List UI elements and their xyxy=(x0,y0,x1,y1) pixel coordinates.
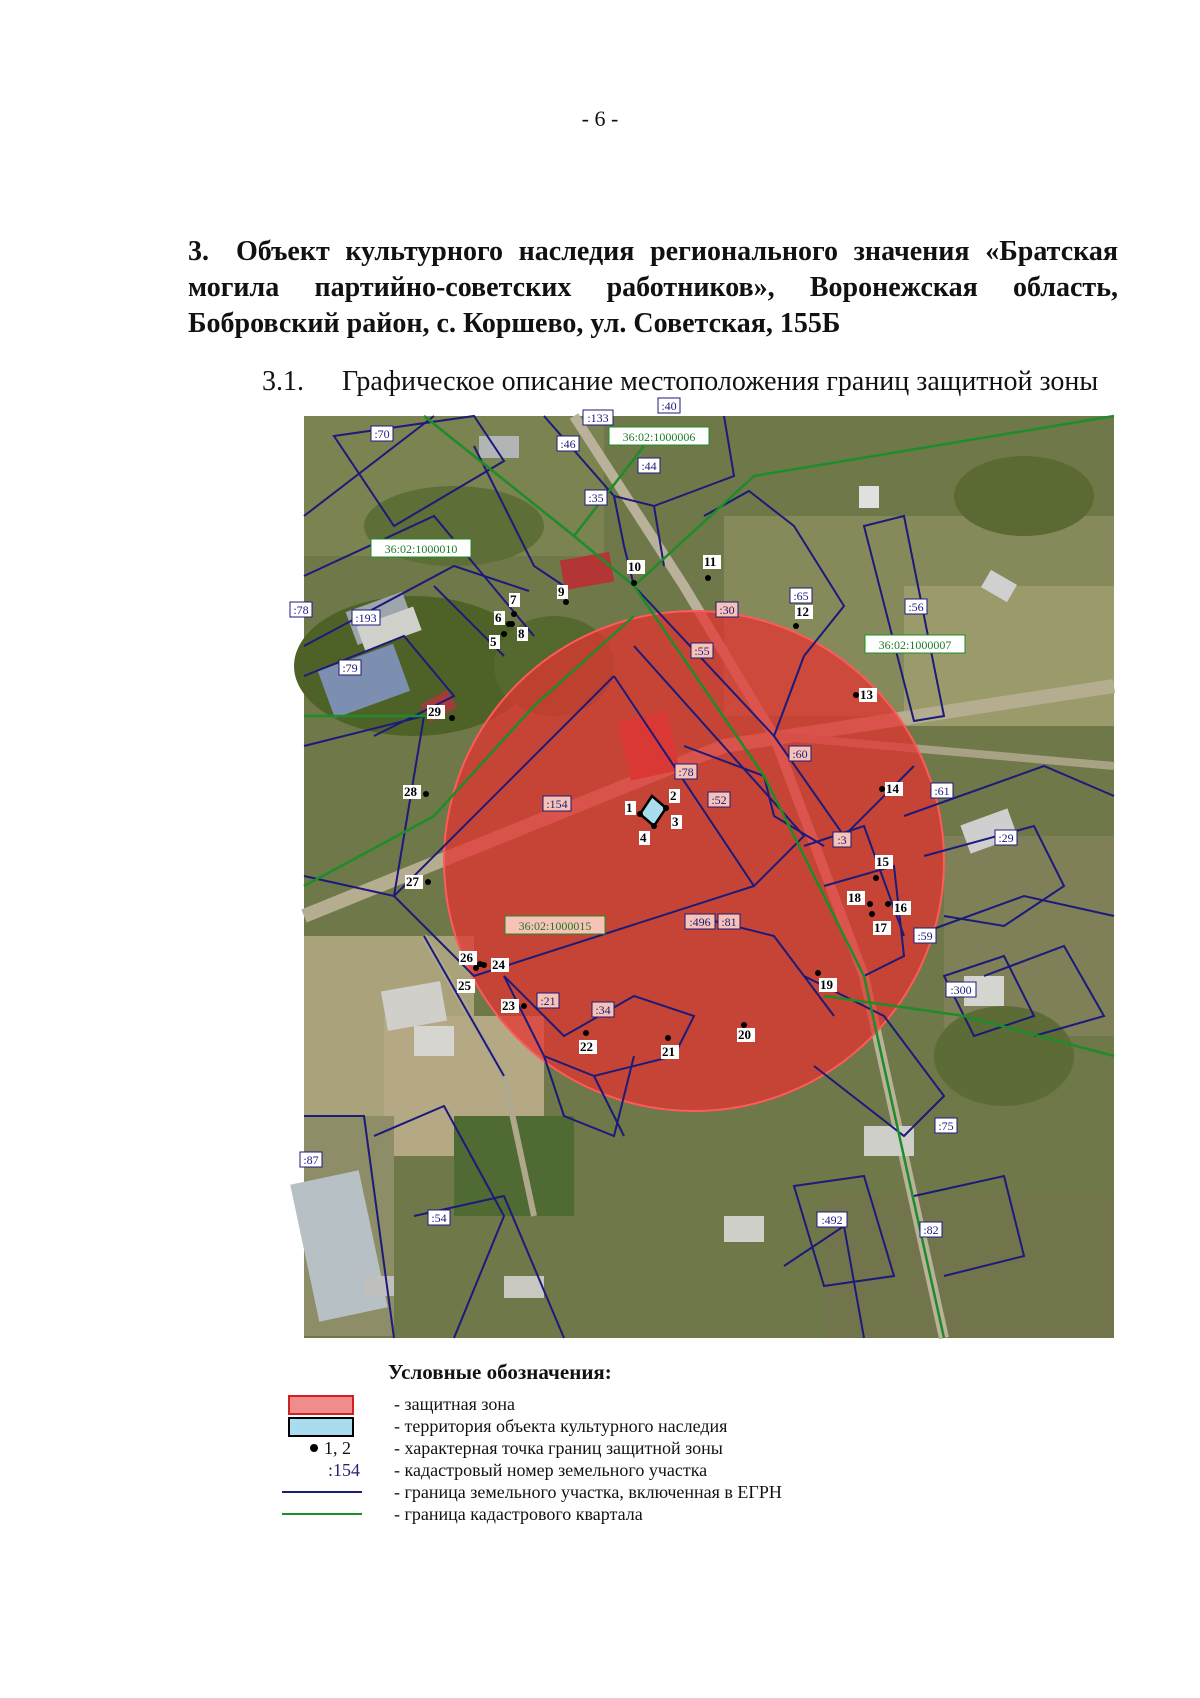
legend-item-quarter-line xyxy=(270,1502,970,1526)
boundary-point-label: 7 xyxy=(510,592,517,607)
boundary-point-label: 13 xyxy=(860,687,873,702)
boundary-point-dot xyxy=(477,961,483,967)
boundary-point-dot xyxy=(563,599,569,605)
parcel-label xyxy=(817,1212,847,1227)
boundary-point-dot xyxy=(885,901,891,907)
parcel-label-text: :70 xyxy=(374,427,390,441)
parcel-label xyxy=(339,660,361,675)
parcel-label-text: :29 xyxy=(998,831,1014,845)
parcel-label xyxy=(371,426,393,441)
boundary-point-label: 15 xyxy=(876,854,889,869)
parcel-label xyxy=(675,764,697,779)
subsection-title: Графическое описание местоположения границ защитной зоны xyxy=(342,366,1099,397)
parcel-label-text: :60 xyxy=(792,747,808,761)
boundary-point-dot xyxy=(511,611,517,617)
parcel-label xyxy=(543,796,571,811)
parcel-label xyxy=(789,746,811,761)
legend-title: Условные обозначения: xyxy=(388,1360,612,1384)
parcel-label xyxy=(946,982,976,997)
legend-symbol-cadnum xyxy=(270,1458,370,1482)
parcel-label xyxy=(920,1222,942,1237)
parcel-label-text: :44 xyxy=(641,459,657,473)
boundary-point-label: 21 xyxy=(662,1044,675,1059)
parcel-label-text: :78 xyxy=(293,603,309,617)
dot-icon xyxy=(310,1444,318,1452)
legend-item-zone xyxy=(270,1392,970,1416)
parcel-label xyxy=(352,610,380,625)
parcel-label-text: :496 xyxy=(689,915,711,929)
parcel-label xyxy=(914,928,936,943)
boundary-point-dot xyxy=(509,621,515,627)
parcel-label-text: :78 xyxy=(678,765,694,779)
quarter-label xyxy=(505,916,605,934)
parcel-label xyxy=(691,643,713,658)
parcel-label-text: :3 xyxy=(837,833,847,847)
boundary-point-label: 23 xyxy=(502,998,515,1013)
parcel-label-text: :87 xyxy=(303,1153,319,1167)
quarter-label xyxy=(609,427,709,445)
legend-symbol-zone xyxy=(270,1392,370,1416)
parcel-label xyxy=(935,1118,957,1133)
legend-label: - граница кадастрового квартала xyxy=(394,1504,643,1524)
legend-label: - защитная зона xyxy=(394,1394,515,1414)
boundary-point-dot xyxy=(423,791,429,797)
subsection-number: 3.1. xyxy=(262,366,304,397)
boundary-point-label: 27 xyxy=(406,874,419,889)
legend-label: - кадастровый номер земельного участка xyxy=(394,1460,708,1480)
legend-item-parcel-line xyxy=(270,1480,970,1504)
parcel-label-text: :61 xyxy=(934,784,950,798)
legend-symbol-quarter-line xyxy=(270,1502,370,1526)
parcel-label xyxy=(557,436,579,451)
boundary-point-label: 12 xyxy=(796,604,809,619)
parcel-label-text: :193 xyxy=(355,611,377,625)
boundary-point-label: 9 xyxy=(558,584,565,599)
boundary-point-dot xyxy=(425,879,431,885)
boundary-point-label: 25 xyxy=(458,978,471,993)
boundary-point-label: 11 xyxy=(704,554,717,569)
parcel-label xyxy=(638,458,660,473)
parcel-label xyxy=(905,599,927,614)
parcel-label xyxy=(290,602,312,617)
map-frame[interactable] xyxy=(293,399,1114,1338)
boundary-point-label: 5 xyxy=(490,634,497,649)
boundary-point-label: 24 xyxy=(492,957,505,972)
boundary-point-dot xyxy=(583,1030,589,1036)
boundary-point-dot xyxy=(449,715,455,721)
parcel-label-text: :21 xyxy=(540,994,556,1008)
parcel-label xyxy=(537,993,559,1008)
boundary-point-label: 22 xyxy=(580,1039,593,1054)
parcel-label-text: :79 xyxy=(342,661,358,675)
boundary-point-dot xyxy=(879,786,885,792)
parcel-label-text: :46 xyxy=(560,437,576,451)
boundary-point-label: 18 xyxy=(848,890,861,905)
legend-symbol-point xyxy=(270,1436,370,1460)
legend-symbol-parcel-line xyxy=(270,1480,370,1504)
legend-item-point xyxy=(270,1436,970,1460)
boundary-point-dot xyxy=(867,901,873,907)
parcel-label-text: :40 xyxy=(661,399,677,413)
boundary-point-label: 14 xyxy=(886,781,899,796)
parcel-label-text: :133 xyxy=(587,411,609,425)
parcel-label xyxy=(592,1002,614,1017)
boundary-point-dot xyxy=(815,970,821,976)
page-number: - 6 - xyxy=(581,106,619,131)
parcel-label-text: :54 xyxy=(431,1211,447,1225)
boundary-point-label: 20 xyxy=(738,1027,751,1042)
boundary-point-dot xyxy=(631,580,637,586)
parcel-label xyxy=(300,1152,322,1167)
boundary-point-label: 4 xyxy=(640,830,647,845)
parcel-label-text: :56 xyxy=(908,600,924,614)
legend-label: - граница земельного участка, включенная в ЕГРН xyxy=(394,1482,782,1502)
quarter-label-text: 36:02:1000007 xyxy=(878,638,952,652)
parcel-label-text: :59 xyxy=(917,929,933,943)
legend-label: - территория объекта культурного наследия xyxy=(394,1416,728,1436)
parcel-label xyxy=(833,832,851,847)
legend-label: - характерная точка границ защитной зоны xyxy=(394,1438,723,1458)
boundary-point-label: 16 xyxy=(894,900,907,915)
parcel-label xyxy=(585,490,607,505)
boundary-point-label: 3 xyxy=(672,814,679,829)
parcel-label xyxy=(716,602,738,617)
legend-symbol-heritage xyxy=(270,1414,370,1438)
parcel-label xyxy=(428,1210,450,1225)
quarter-label-text: 36:02:1000006 xyxy=(622,430,696,444)
parcel-label-text: :300 xyxy=(950,983,972,997)
parcel-label-text: :492 xyxy=(821,1213,843,1227)
boundary-point-label: 19 xyxy=(820,977,833,992)
section-heading xyxy=(188,234,1118,342)
parcel-label xyxy=(708,792,730,807)
parcel-label xyxy=(931,783,953,798)
boundary-point-label: 26 xyxy=(460,950,473,965)
boundary-point-dot xyxy=(501,631,507,637)
parcel-label-text: :55 xyxy=(694,644,710,658)
legend-symbol-text: 1, 2 xyxy=(324,1438,351,1458)
boundary-point-dot xyxy=(663,805,669,811)
boundary-point-dot xyxy=(873,875,879,881)
boundary-point-dot xyxy=(793,623,799,629)
boundary-point-label: 2 xyxy=(670,788,677,803)
legend-symbol-text: :154 xyxy=(327,1460,360,1480)
boundary-point-label: 10 xyxy=(628,559,641,574)
parcel-label-text: :34 xyxy=(595,1003,611,1017)
parcel-label xyxy=(583,410,613,425)
boundary-point-dot xyxy=(637,811,643,817)
boundary-point-dot xyxy=(853,692,859,698)
parcel-label-text: :154 xyxy=(546,797,568,811)
quarter-label-text: 36:02:1000015 xyxy=(518,919,592,933)
parcel-label-text: :81 xyxy=(721,915,737,929)
parcel-label xyxy=(685,914,715,929)
parcel-label-text: :82 xyxy=(923,1223,939,1237)
parcel-label-text: :35 xyxy=(588,491,604,505)
boundary-point-label: 28 xyxy=(404,784,417,799)
parcel-label-text: :52 xyxy=(711,793,727,807)
legend-item-heritage xyxy=(270,1414,970,1438)
quarter-label xyxy=(865,635,965,653)
section-title: Объект культурного наследия регионального значения «Братская могила партийно-советских работников», Воронежская область, Бобровский район, с. Коршево, ул. Советская, 155Б xyxy=(188,236,1118,339)
boundary-point-dot xyxy=(651,823,657,829)
subsection-heading xyxy=(262,366,1098,398)
parcel-label-text: :65 xyxy=(793,589,809,603)
parcel-label-text: :30 xyxy=(719,603,735,617)
boundary-point-label: 1 xyxy=(626,800,633,815)
boundary-point-dot xyxy=(521,1003,527,1009)
section-number: 3. xyxy=(188,236,209,267)
boundary-point-label: 8 xyxy=(518,626,525,641)
boundary-point-label: 6 xyxy=(495,610,502,625)
parcel-label xyxy=(658,398,680,413)
parcel-label xyxy=(995,830,1017,845)
quarter-label-text: 36:02:1000010 xyxy=(384,542,458,556)
boundary-point-label: 29 xyxy=(428,704,441,719)
satellite-map[interactable] xyxy=(293,399,1114,1338)
protective-zone[interactable] xyxy=(444,611,944,1111)
legend-item-cadnum xyxy=(270,1458,970,1482)
boundary-point-dot xyxy=(705,575,711,581)
boundary-point-dot xyxy=(665,1035,671,1041)
quarter-label xyxy=(371,539,471,557)
parcel-label xyxy=(718,914,740,929)
boundary-point-dot xyxy=(869,911,875,917)
parcel-label xyxy=(790,588,812,603)
boundary-point-label: 17 xyxy=(874,920,887,935)
parcel-label-text: :75 xyxy=(938,1119,954,1133)
